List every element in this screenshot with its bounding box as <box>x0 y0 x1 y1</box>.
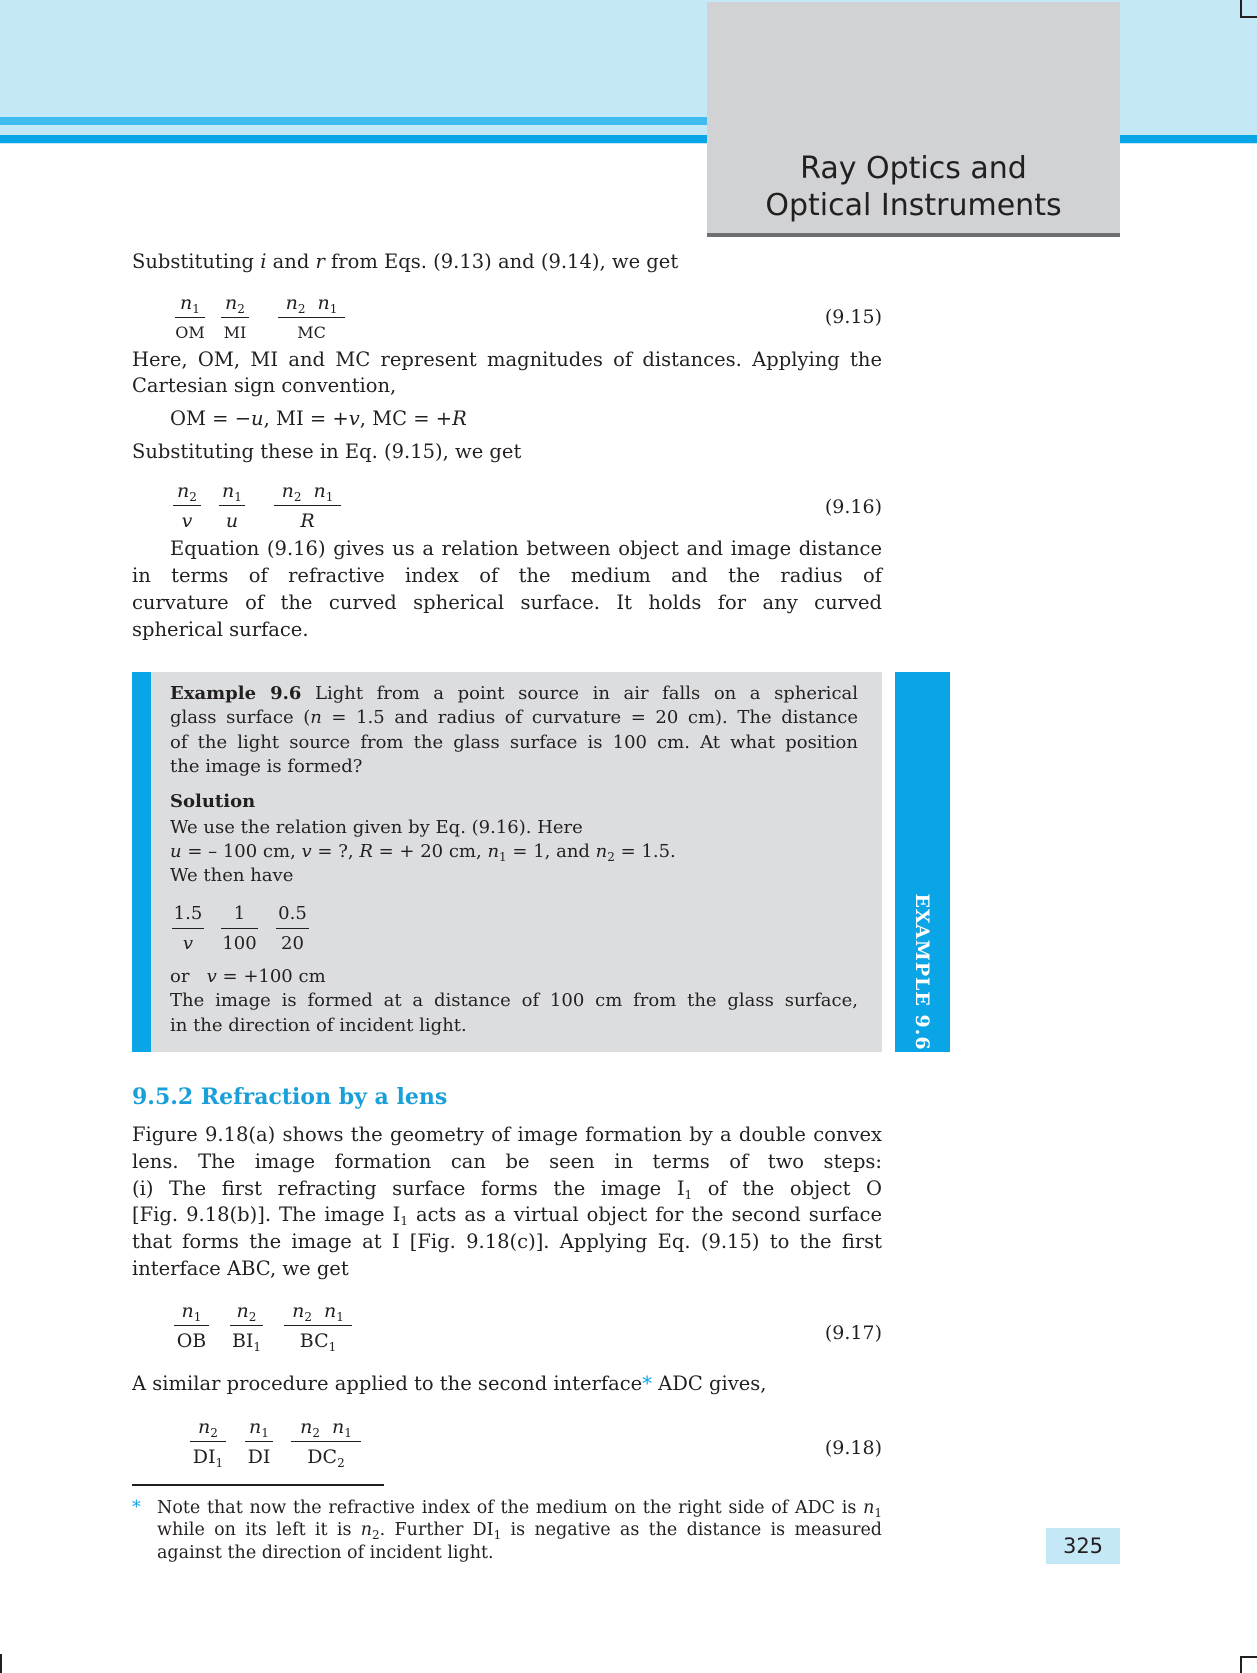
chapter-title-line2: Optical Instruments <box>765 188 1062 223</box>
solution-heading: Solution <box>170 791 256 812</box>
paragraph-line: interface ABC, we get <box>132 1257 349 1280</box>
fraction: 0.5 20 <box>276 903 309 955</box>
paragraph-line: spherical surface. <box>132 618 309 641</box>
solution-line: u = – 100 cm, v = ?, R = + 20 cm, $n_1 = 1$, and $n_2 = 1.5$. <box>170 841 676 864</box>
equation-label: (9.15) <box>824 306 882 328</box>
paragraph-line: curvature of the curved spherical surface. It holds for any curved <box>132 591 882 614</box>
paragraph-line: Equation (9.16) gives us a relation between object and image distance <box>170 537 882 560</box>
chapter-title-box <box>707 2 1120 237</box>
paragraph-line: A similar procedure applied to the second interface* ADC gives, <box>132 1372 767 1395</box>
equation-label: (9.16) <box>824 496 882 518</box>
fraction: $n_2$ MI <box>221 292 249 344</box>
equation-label: (9.17) <box>824 1322 882 1344</box>
example-question-line: Example 9.6 Light from a point source in air falls on a spherical <box>170 683 859 704</box>
footnote-line: Note that now the refractive index of the medium on the right side of ADC is $n_1$ <box>157 1498 882 1520</box>
paragraph-line: Substituting these in Eq. (9.15), we get <box>132 440 522 463</box>
paragraph-line: [Fig. 9.18(b)]. The image $I_1$ acts as a virtual object for the second surface <box>132 1203 882 1228</box>
paragraph-line: lens. The image formation can be seen in terms of two steps: <box>132 1150 882 1173</box>
fraction: $n_1$ u <box>219 480 245 532</box>
fraction: $n_2$ $n_1$ $DC_2$ <box>291 1416 361 1468</box>
paragraph-line: (i) The first refracting surface forms the image $I_1$ of the object O <box>132 1177 882 1202</box>
fraction: $n_1$ OB <box>174 1300 209 1352</box>
solution-line: We then have <box>170 865 294 886</box>
crop-mark <box>1240 0 1257 18</box>
crop-mark <box>1240 1656 1257 1673</box>
example-tab-label: EXAMPLE 9.6 <box>911 893 933 1051</box>
sign-convention: OM = −u, MI = +v, MC = +R <box>170 407 467 430</box>
footnote-line: while on its left it is $n_2$. Further $DI_1$ is negative as the distance is measured <box>157 1520 883 1542</box>
example-question-line: glass surface (n = 1.5 and radius of curvature = 20 cm). The distance <box>170 707 859 728</box>
crop-mark <box>0 1654 2 1673</box>
header-rule-thin <box>0 117 707 125</box>
fraction: $n_1$ OM <box>175 292 205 343</box>
footnote-marker: * <box>132 1498 141 1518</box>
chapter-title-line1: Ray Optics and <box>800 151 1027 186</box>
paragraph-line: Figure 9.18(a) shows the geometry of image formation by a double convex <box>132 1123 882 1146</box>
fraction: $n_2$ $n_1$ MC <box>278 292 345 344</box>
solution-line: We use the relation given by Eq. (9.16). Here <box>170 817 583 838</box>
fraction: 1.5 v <box>173 903 203 955</box>
section-heading: 9.5.2 Refraction by a lens <box>132 1084 448 1110</box>
fraction: $n_1$ DI <box>245 1416 273 1468</box>
solution-line: in the direction of incident light. <box>170 1015 467 1036</box>
fraction: $n_2$ $n_1$ $BC_1$ <box>284 1300 352 1352</box>
example-question-line: of the light source from the glass surface is 100 cm. At what position <box>170 732 858 753</box>
footnote-rule <box>132 1484 384 1486</box>
fraction: $n_2$ $n_1$ R <box>274 480 341 532</box>
fraction: $n_2$ v <box>173 480 201 532</box>
paragraph-line: Substituting i and r from Eqs. (9.13) and (9.14), we get <box>132 250 679 273</box>
fraction: 1 100 <box>222 903 257 955</box>
solution-line: The image is formed at a distance of 100 cm from the glass surface, <box>170 990 858 1011</box>
example-question-line: the image is formed? <box>170 756 363 777</box>
solution-result: or v = +100 cm <box>170 966 326 987</box>
page-number: 325 <box>1046 1528 1120 1564</box>
paragraph-line: Cartesian sign convention, <box>132 374 397 397</box>
paragraph-line: Here, OM, MI and MC represent magnitudes of distances. Applying the <box>132 348 882 371</box>
footnote-line: against the direction of incident light. <box>157 1543 494 1563</box>
example-accent-bar <box>132 672 151 1052</box>
paragraph-line: that forms the image at I [Fig. 9.18(c)]. Applying Eq. (9.15) to the first <box>132 1230 882 1253</box>
equation-label: (9.18) <box>824 1437 882 1459</box>
fraction: $n_2$ $BI_1$ <box>231 1300 262 1355</box>
paragraph-line: in terms of refractive index of the medium and the radius of <box>132 564 882 587</box>
footnote-marker: * <box>642 1372 652 1395</box>
fraction: $n_2$ $DI_1$ <box>190 1416 226 1468</box>
